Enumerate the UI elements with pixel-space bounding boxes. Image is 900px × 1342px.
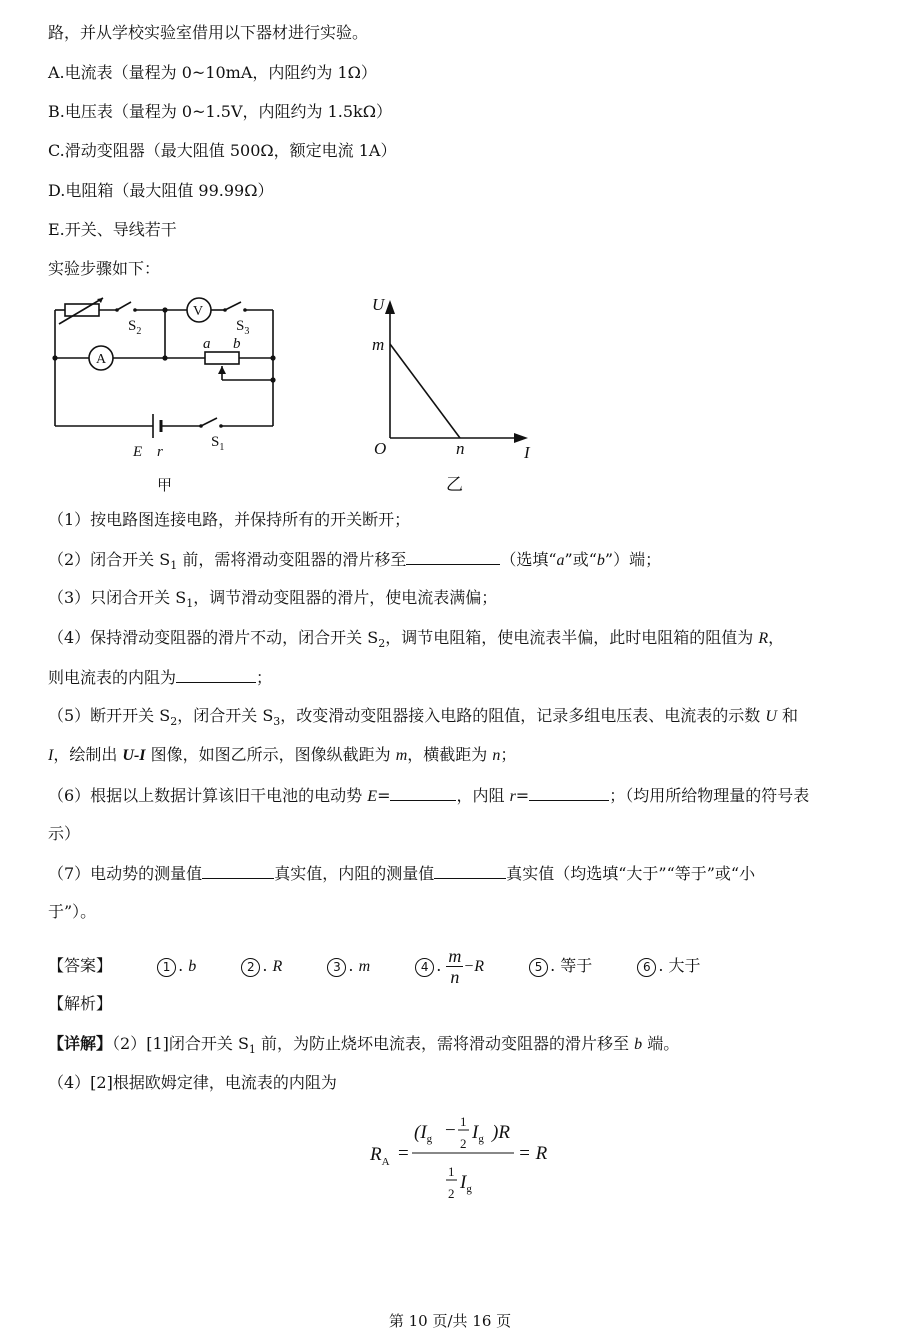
- answer-item-3: 3 . m: [327, 956, 370, 975]
- label-b: b: [233, 336, 241, 352]
- svg-text:1: 1: [460, 1114, 467, 1129]
- step-2: （2）闭合开关 $S_1$ 前，需将滑动变阻器的滑片移至 （选填“a”或“b”）端；: [48, 550, 662, 573]
- caption-yi: 乙: [446, 475, 463, 494]
- label-s3: $S_3$: [236, 318, 250, 337]
- step-1: （1）按电路图连接电路，并保持所有的开关断开；: [48, 510, 411, 529]
- caption-jia: 甲: [157, 478, 173, 494]
- formula-ra: [368, 1108, 568, 1208]
- step-4-line-2: 则电流表的内阻为 ；: [48, 668, 273, 687]
- equipment-e: E.开关、导线若干: [48, 220, 177, 239]
- voltmeter-label: V: [193, 304, 204, 319]
- step-3: （3）只闭合开关 $S_1$，调节滑动变阻器的滑片，使电流表满偏；: [48, 588, 498, 611]
- step-7: （7）电动势的测量值 真实值，内阻的测量值 真实值（均选填“大于”“等于”或“小: [48, 864, 756, 883]
- answer-item-2: 2 . R: [241, 956, 282, 975]
- label-s2: $S_2$: [128, 318, 142, 337]
- step-6: （6）根据以上数据计算该旧干电池的电动势 E= ，内阻 r= ；（均用所给物理量的符号表: [48, 786, 810, 805]
- label-s1: $S_1$: [211, 434, 225, 453]
- svg-text:−: −: [445, 1120, 456, 1141]
- blank-6[interactable]: [434, 862, 506, 879]
- axis-u-label: U: [372, 295, 385, 314]
- answer-item-5: 5 . 等于: [529, 956, 592, 975]
- equipment-c: C.滑动变阻器（最大阻值 500Ω，额定电流 1A）: [48, 141, 397, 160]
- step-5-line-2: I，绘制出 U-I 图像，如图乙所示，图像纵截距为 m，横截距为 n；: [48, 745, 517, 764]
- blank-4[interactable]: [529, 784, 609, 801]
- label-a: a: [203, 336, 211, 352]
- answer-item-1: 1 . b: [157, 956, 196, 975]
- svg-text:2: 2: [460, 1136, 467, 1151]
- svg-text:RA: $R_A$: [370, 1144, 390, 1168]
- svg-text:Ig: $I_g$: [472, 1122, 484, 1145]
- step-7-line-2: 于”）。: [48, 902, 97, 921]
- answer-label: 【答案】: [48, 956, 113, 975]
- ammeter-label: A: [96, 352, 107, 367]
- svg-text:= R: = R: [518, 1143, 548, 1164]
- step-5: （5）断开开关 $S_2$，闭合开关 $S_3$，改变滑动变阻器接入电路的阻值，记录多组电压表、电流表的示数 U 和: [48, 706, 799, 729]
- answer-item-4: 4 . $\frac{m}{n}$ −R: [415, 956, 484, 975]
- detail-line-1: 【详解】（2）[1]闭合开关 $S_1$ 前，为防止烧坏电流表，需将滑动变阻器的滑片移至 b 端。: [48, 1034, 680, 1057]
- answer-row: [48, 946, 701, 987]
- analysis-label: 【解析】: [48, 994, 113, 1013]
- axis-i-label: I: [524, 443, 530, 462]
- svg-text:)R: )R: [492, 1122, 510, 1143]
- blank-5[interactable]: [202, 862, 274, 879]
- step-4: （4）保持滑动变阻器的滑片不动，闭合开关 $S_2$，调节电阻箱，使电流表半偏，此时电阻箱的阻值为 R，: [48, 628, 785, 651]
- step-6-line-2: 示）: [48, 824, 81, 843]
- blank-1[interactable]: [406, 548, 500, 565]
- svg-text:=: =: [398, 1143, 409, 1164]
- equipment-b: B.电压表（量程为 0~1.5V，内阻约为 1.5kΩ）: [48, 102, 393, 121]
- equipment-d: D.电阻箱（最大阻值 99.99Ω）: [48, 181, 274, 200]
- blank-2[interactable]: [176, 666, 256, 683]
- svg-text:1: 1: [448, 1164, 455, 1179]
- circuit-diagram-jia: [45, 290, 305, 500]
- intercept-m-label: m: [372, 335, 385, 354]
- steps-heading: 实验步骤如下：: [48, 259, 161, 278]
- detail-line-2: （4）[2]根据欧姆定律，电流表的内阻为: [48, 1073, 337, 1092]
- label-r: r: [157, 444, 163, 460]
- intro-line: 路，并从学校实验室借用以下器材进行实验。: [48, 23, 369, 42]
- intercept-n-label: n: [456, 439, 465, 458]
- blank-3[interactable]: [390, 784, 456, 801]
- label-e: E: [133, 444, 143, 460]
- page-footer: 第 10 页/共 16 页: [388, 1312, 512, 1330]
- ui-graph-yi: [362, 288, 562, 498]
- origin-label: O: [374, 439, 387, 458]
- svg-text:(Ig: ($I_g$: [414, 1122, 433, 1145]
- equipment-a: A.电流表（量程为 0~10mA，内阻约为 1Ω）: [48, 63, 377, 82]
- answer-item-6: 6 . 大于: [637, 956, 700, 975]
- svg-text:2: 2: [448, 1186, 455, 1201]
- svg-text:Ig: $I_g$: [460, 1172, 472, 1195]
